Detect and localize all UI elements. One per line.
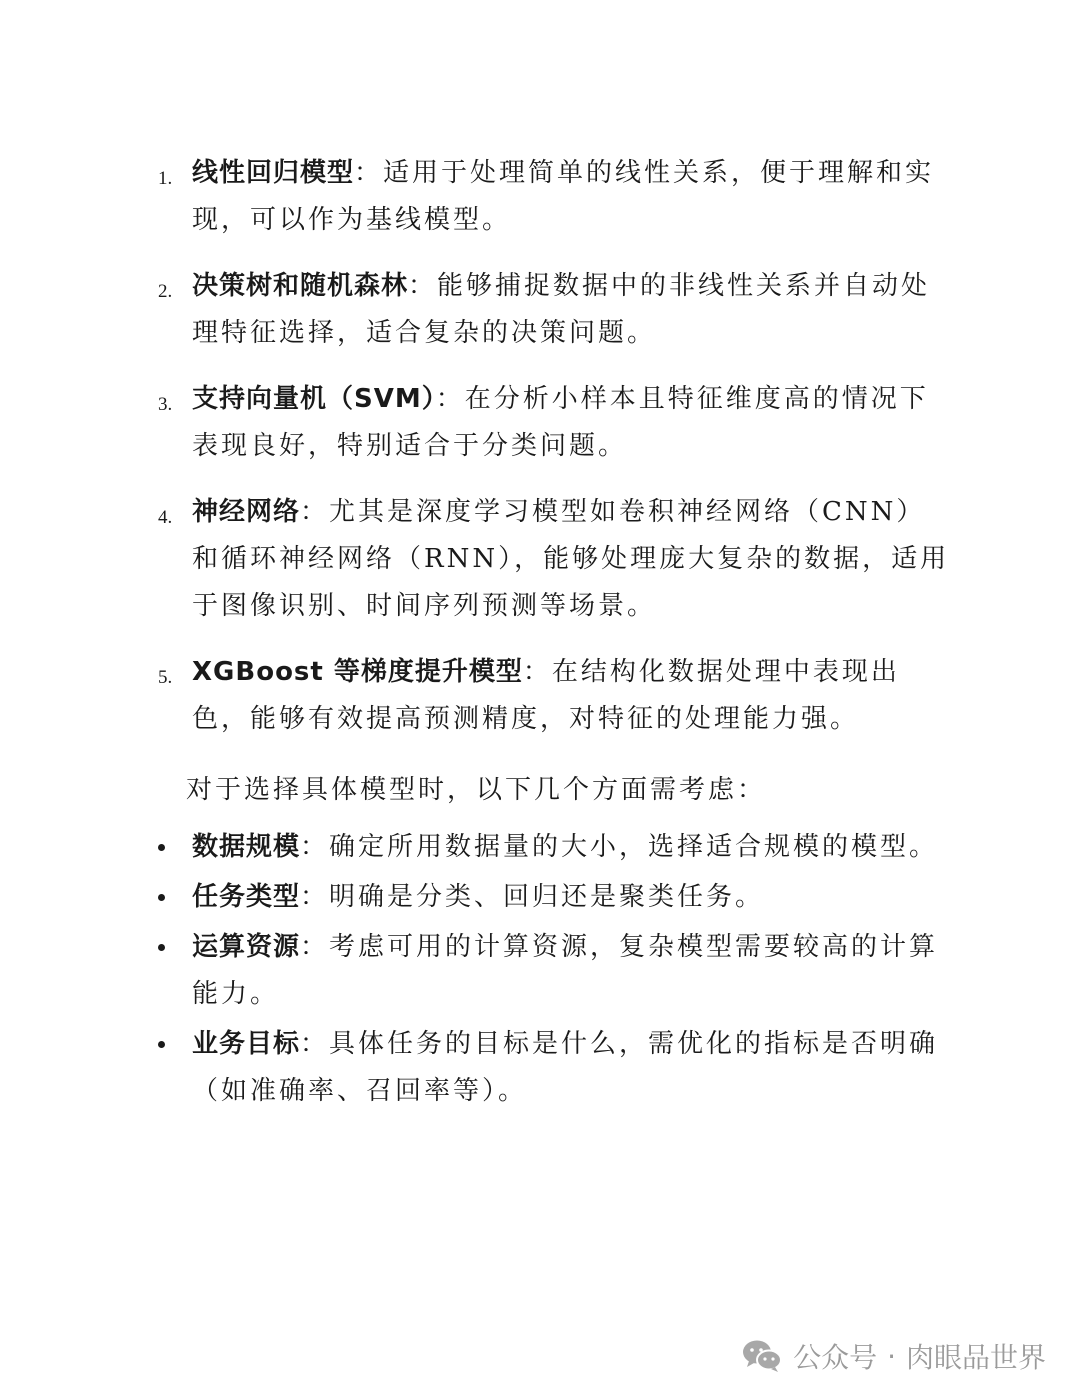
list-item [0,376,1080,470]
term-description: ：具体任务的目标是什么，需优化的指标是否明确（如准确率、召回率等）。 [192,1029,939,1106]
watermark [741,1334,1046,1378]
term-label: XGBoost 等梯度提升模型 [192,657,523,687]
term-description: ：确定所用数据量的大小，选择适合规模的模型。 [300,832,939,862]
term-label: 神经网络 [192,497,301,527]
term-description: ：明确是分类、回归还是聚类任务。 [300,882,765,912]
term-description: ：能够捕捉数据中的非线性关系并自动处理特征选择，适合复杂的决策问题。 [192,271,931,348]
term-label: 业务目标 [192,1029,301,1059]
term-label: 线性回归模型 [192,158,355,188]
term-description: ：考虑可用的计算资源，复杂模型需要较高的计算能力。 [192,932,939,1009]
watermark-separator: · [887,1339,896,1373]
list-item-text [192,924,942,1018]
list-marker: 4. [158,507,173,528]
bullet-icon [158,944,165,951]
term-description: ：尤其是深度学习模型如卷积神经网络（CNN）和循环神经网络（RNN），能够处理庞大复杂的数据，适用于图像识别、时间序列预测等场景。 [192,497,950,621]
list-item [0,263,1080,357]
term-label: 支持向量机（SVM） [192,384,436,414]
list-item-text [192,376,952,470]
list-item-text [192,1021,942,1115]
list-marker: 3. [158,394,173,415]
list-marker: 5. [158,667,173,688]
term-label: 运算资源 [192,932,301,962]
watermark-account-name: 肉眼品世界 [905,1341,1046,1374]
wechat-icon [741,1338,783,1374]
list-item-text [192,489,952,630]
term-label: 数据规模 [192,832,301,862]
list-item [0,649,1080,743]
list-item-text [192,874,942,921]
list-item-text [192,824,942,871]
bullet-icon [158,844,165,851]
list-marker: 2. [158,281,173,302]
list-marker: 1. [158,168,173,189]
term-label: 任务类型 [192,882,301,912]
term-description: ：在结构化数据处理中表现出色，能够有效提高预测精度，对特征的处理能力强。 [192,657,900,734]
bullet-icon [158,1041,165,1048]
watermark-prefix: 公众号 [793,1341,878,1374]
list-item-text [192,150,952,244]
intro-paragraph: 对于选择具体模型时，以下几个方面需考虑： [186,775,767,805]
list-item [0,824,1080,871]
list-item [0,874,1080,921]
term-description: ：适用于处理简单的线性关系，便于理解和实现，可以作为基线模型。 [192,158,935,235]
list-item [0,924,1080,1018]
list-item-text [192,263,952,357]
list-item [0,150,1080,244]
list-item-text [192,649,952,743]
model-list [0,150,1080,762]
bullet-icon [158,894,165,901]
considerations-list [0,824,1080,1118]
term-description: ：在分析小样本且特征维度高的情况下表现良好，特别适合于分类问题。 [192,384,929,461]
list-item [0,1021,1080,1115]
term-label: 决策树和随机森林 [192,271,409,301]
list-item [0,489,1080,630]
